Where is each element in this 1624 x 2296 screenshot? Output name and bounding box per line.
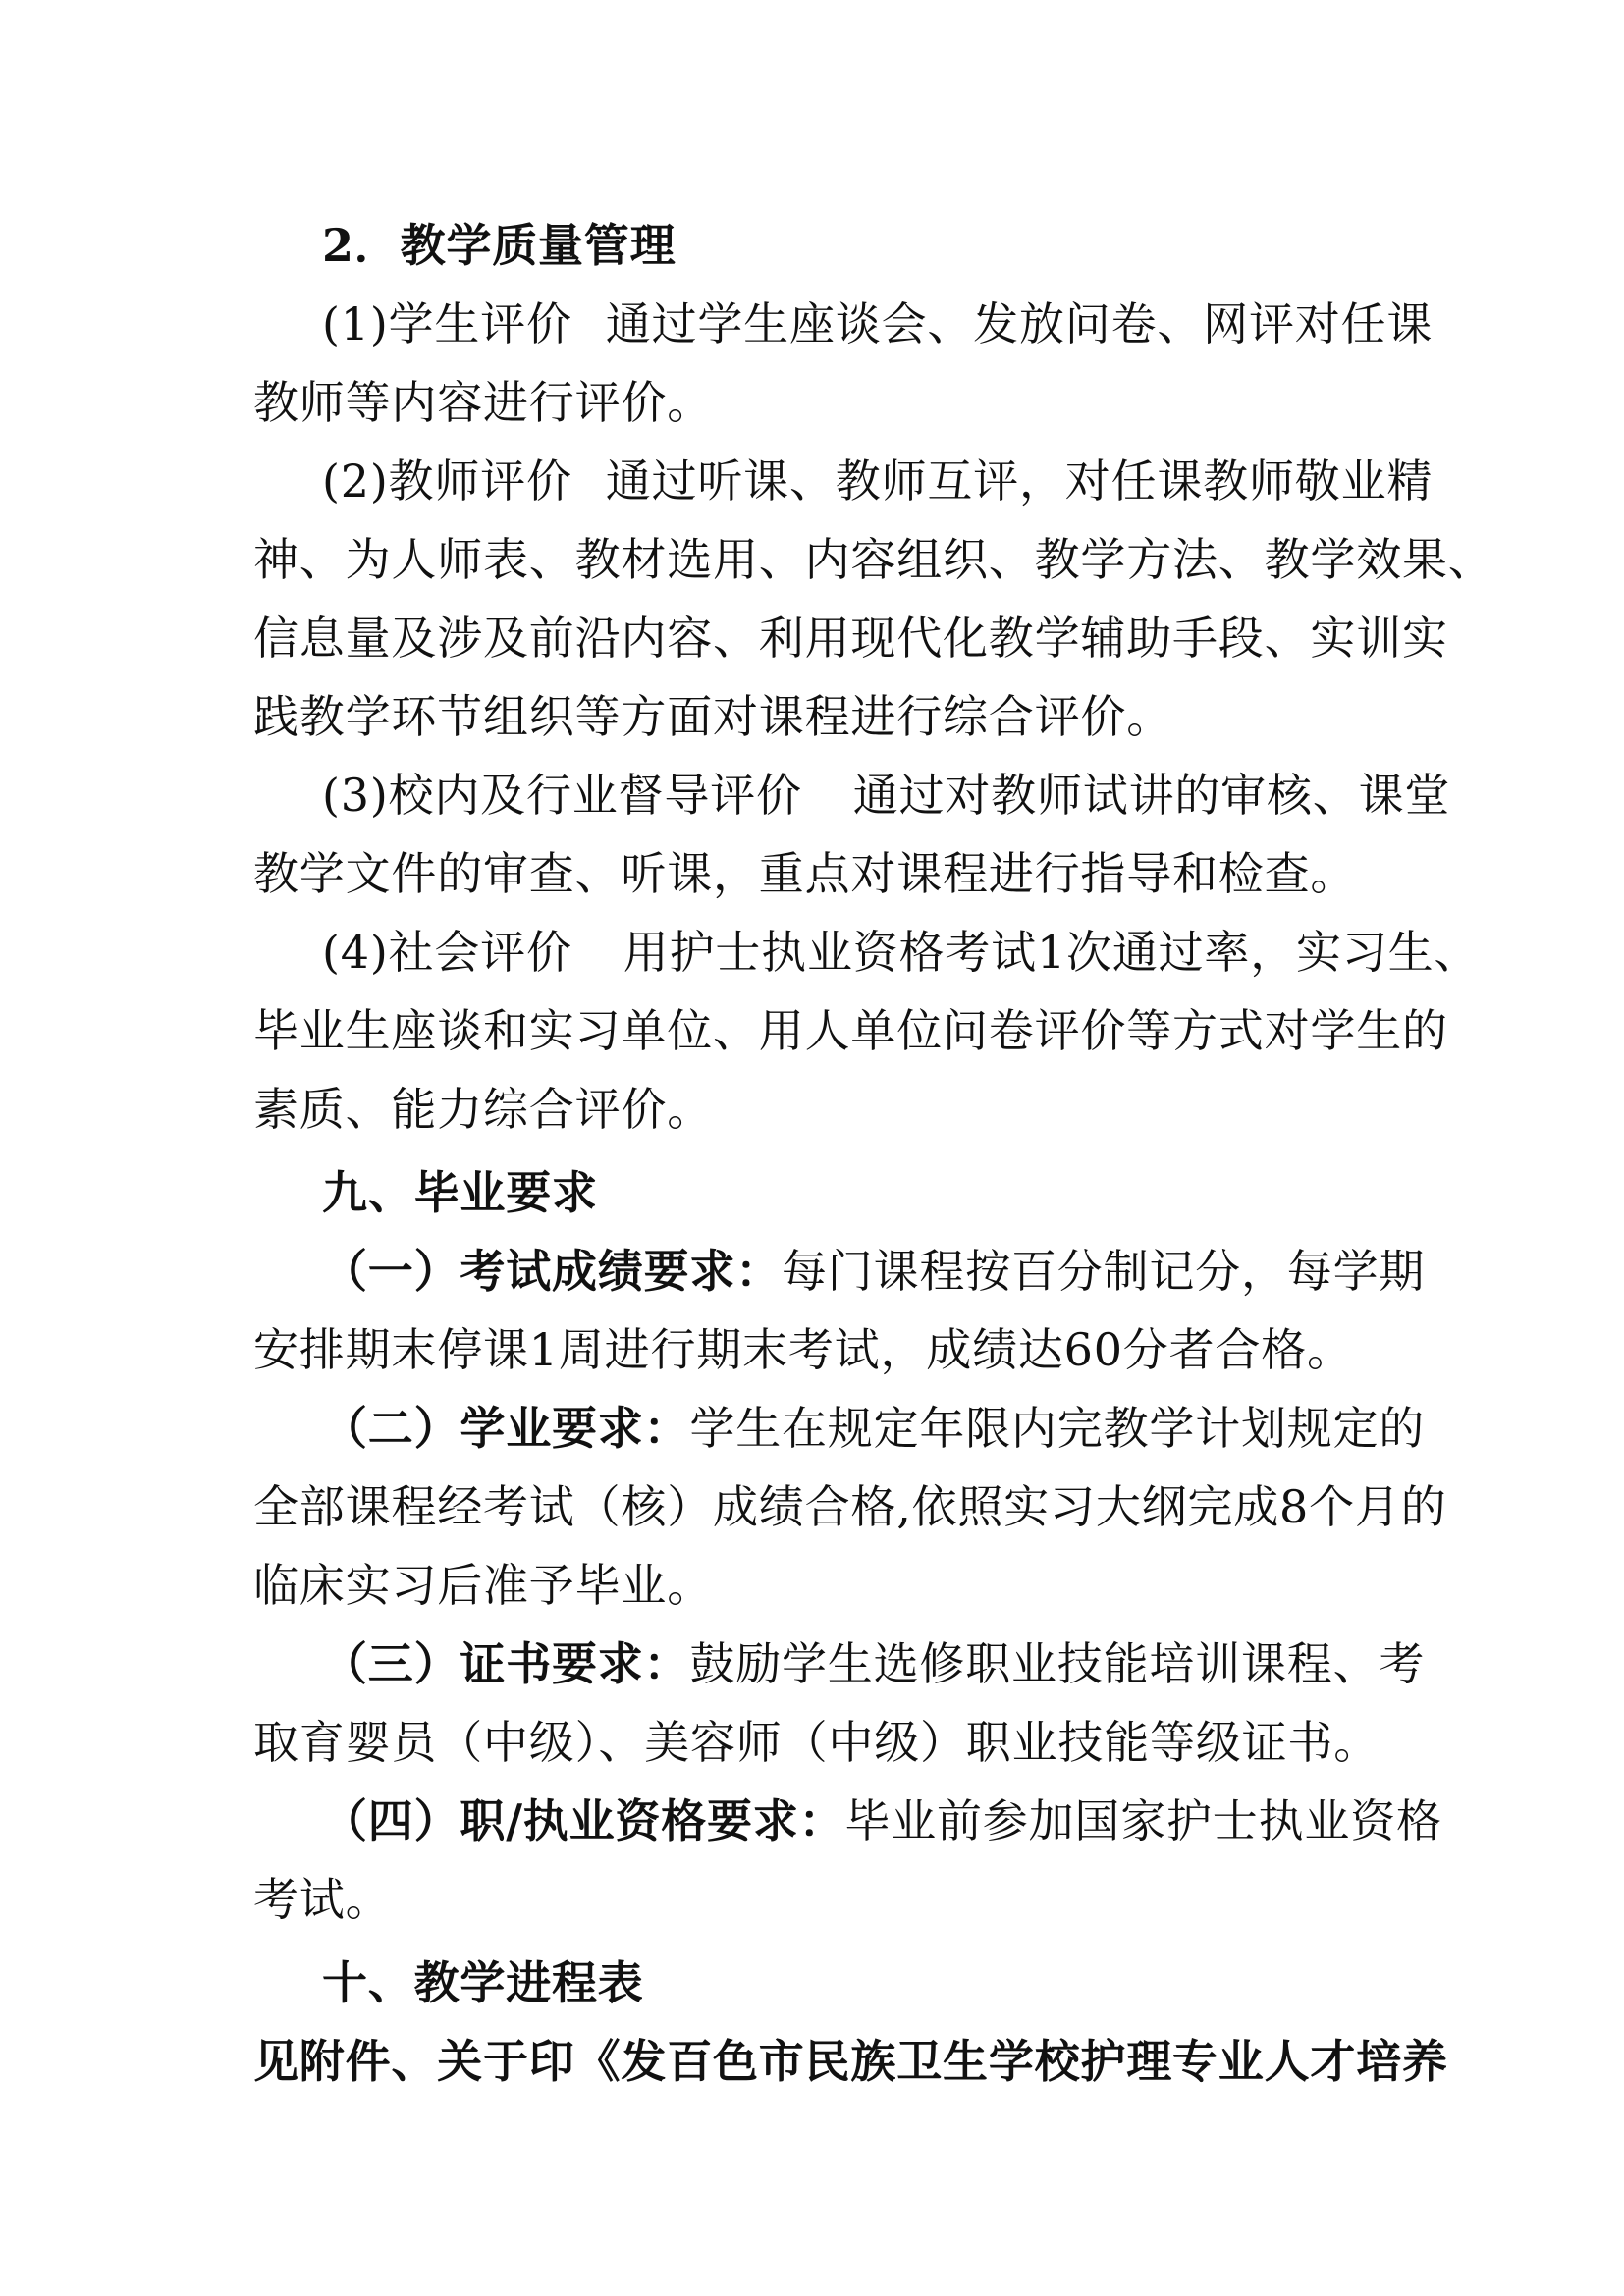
- text-line: 用护士执业资格考试1次通过率，实习生、: [623, 926, 1481, 979]
- requirement-lead: （三）证书要求：: [322, 1637, 690, 1690]
- text-line: 毕业生座谈和实习单位、用人单位问卷评价等方式对学生的: [253, 1004, 1448, 1057]
- text-line: 教学文件的审查、听课，重点对课程进行指导和检查。: [253, 847, 1357, 900]
- paragraph-social-evaluation: [322, 913, 1481, 991]
- paragraph-student-evaluation: [322, 285, 1434, 363]
- text-line: 考试。: [253, 1873, 392, 1926]
- label-supervision-evaluation: (3)校内及行业督导评价: [322, 769, 802, 822]
- label-social-evaluation: (4)社会评价: [322, 926, 572, 979]
- text-line: 通过听课、教师互评，对任课教师敬业精: [605, 454, 1434, 507]
- text-line: 安排期末停课1周进行期末考试，成绩达60分者合格。: [253, 1323, 1353, 1376]
- text-line: 通过学生座谈会、发放问卷、网评对任课: [605, 297, 1434, 350]
- requirement-qualification: [322, 1782, 1442, 1860]
- text-line: 素质、能力综合评价。: [253, 1083, 713, 1136]
- requirement-lead: （二）学业要求：: [322, 1402, 690, 1455]
- section-heading-teaching-schedule: 十、教学进程表: [322, 1956, 644, 2009]
- label-student-evaluation: (1)学生评价: [322, 297, 572, 350]
- requirement-exam-scores: [322, 1232, 1426, 1310]
- text-line: 取育婴员（中级）、美容师（中级）职业技能等级证书。: [253, 1716, 1380, 1769]
- text-line: 全部课程经考试（核）成绩合格,依照实习大纲完成8个月的: [253, 1480, 1447, 1533]
- text-line: 神、为人师表、教材选用、内容组织、教学方法、教学效果、: [253, 533, 1494, 586]
- requirement-academic: [322, 1389, 1426, 1468]
- paragraph-teacher-evaluation: [322, 442, 1434, 520]
- label-teacher-evaluation: (2)教师评价: [322, 454, 572, 507]
- requirement-lead: （一）考试成绩要求：: [322, 1245, 782, 1298]
- text-line: 每门课程按百分制记分，每学期: [782, 1245, 1426, 1298]
- text-line: 毕业前参加国家护士执业资格: [844, 1794, 1442, 1847]
- text-line: 教师等内容进行评价。: [253, 376, 713, 429]
- heading-teaching-quality: 2．教学质量管理: [322, 219, 677, 272]
- text-line: 鼓励学生选修职业技能培训课程、考: [689, 1637, 1426, 1690]
- requirement-lead: （四）职/执业资格要求：: [322, 1794, 845, 1847]
- text-line: 学生在规定年限内完教学计划规定的: [689, 1402, 1426, 1455]
- section-heading-graduation-requirements: 九、毕业要求: [322, 1166, 598, 1219]
- text-line: 践教学环节组织等方面对课程进行综合评价。: [253, 690, 1172, 743]
- attachment-reference-line: 见附件、关于印《发百色市民族卫生学校护理专业人才培养: [253, 2035, 1448, 2088]
- paragraph-supervision-evaluation: [322, 756, 1451, 834]
- requirement-certificate: [322, 1625, 1426, 1703]
- text-line: 临床实习后准予毕业。: [253, 1559, 713, 1612]
- text-line: 信息量及涉及前沿内容、利用现代化教学辅助手段、实训实: [253, 612, 1448, 665]
- text-line: 通过对教师试讲的审核、课堂: [852, 769, 1451, 822]
